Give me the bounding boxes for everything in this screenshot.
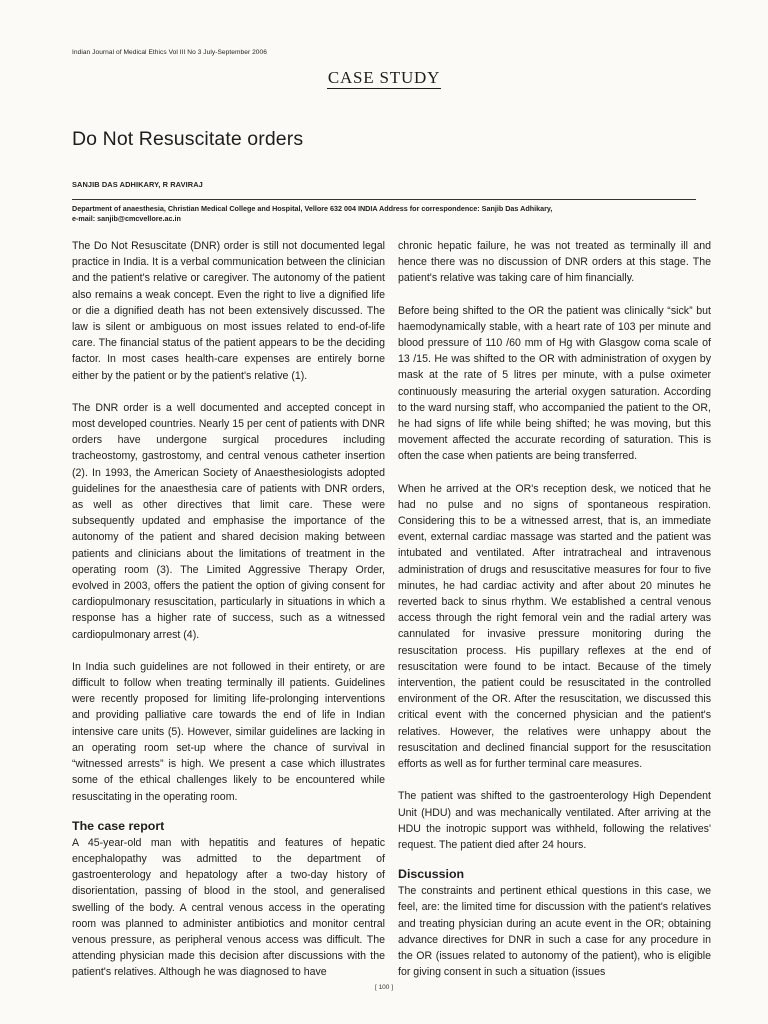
paragraph: The patient was shifted to the gastroenterology High Dependent Unit (HDU) and was mechanically ventilated. After arriving at the HDU the inotropic support was withheld, following the relatives' request. The patient died after 24 hours. [398,790,711,851]
right-column [398,238,711,996]
paragraph: The DNR order is a well documented and accepted concept in most developed countries. Nearly 15 per cent of patients with DNR orders have undergone surgical procedures including tracheostomy, gastrostomy, and central venous catheter insertion (2). In 1993, the American Society of Anaesthesiologists adopted guidelines for the anaesthesia care of patients with DNR orders, as well as other directives that limit care. These were subsequently updated and emphasise the importance of the autonomy of the patient and shared decision making between patients and clinicians about the limitations of treatment in the operating room (3). The Limited Aggressive Therapy Order, evolved in 2003, offers the patient the option of giving consent for cardiopulmonary resuscitation, particularly in situations in which a response has a higher rate of success, such as a witnessed cardiopulmonary arrest (4). [72,401,385,641]
paragraph: Before being shifted to the OR the patient was clinically “sick” but haemodynamically stable, with a heart rate of 103 per minute and blood pressure of 110 /60 mm of Hg with Glasgow coma scale of 13 /15. He was shifted to the OR with administration of oxygen by mask at the rate of 5 litres per minute, with a pulse oximeter continuously measuring the arterial oxygen saturation. According to the ward nursing staff, who accompanied the patient to the OR, he had signs of life while being shifted; he was moving, but this movement affected the accurate recording of saturation. This is often the case when patients are being transferred. [398,304,711,463]
page-number: [ 100 ] [374,984,394,991]
case-report-heading: The case report [72,818,165,833]
section-label-text: CASE STUDY [327,68,441,87]
affiliation-address: Department of anaesthesia, Christian Medical College and Hospital, Vellore 632 004 INDIA Address for correspondence: Sanjib Das Adhikary, [72,204,553,213]
affiliation-email: e-mail: sanjib@cmcvellore.ac.in [72,214,181,223]
discussion-heading: Discussion [398,867,465,882]
author-affiliation [72,199,696,224]
paragraph: A 45-year-old man with hepatitis and features of hepatic encephalopathy was admitted to the department of gastroenterology and hepatology after a two-day history of disorientation, passing of blood in the stool, and generalised swelling of the body. A central venous access in the operating room was planned to administer antibiotics and monitor central venous pressure, as peripheral venous access was difficult. The attending physician made this decision after discussions with the patient's relatives. Although he was diagnosed to have [72,836,385,979]
section-label [0,68,768,88]
article-title: Do Not Resuscitate orders [72,128,304,150]
paragraph: In India such guidelines are not followed in their entirety, or are difficult to follow when treating terminally ill patients. Guidelines were recently proposed for limiting life-prolonging interventions and providing palliative care towards the end of life in Indian intensive care units (5). However, similar guidelines are lacking in an operating room set-up where the chance of survival in “witnessed arrests” is high. We present a case which illustrates some of the ethical challenges likely to be encountered while resuscitating in the operating room. [72,660,385,803]
article-authors: SANJIB DAS ADHIKARY, R RAVIRAJ [72,180,203,189]
paragraph: The constraints and pertinent ethical questions in this case, we feel, are: the limited time for discussion with the patient's relatives and treating physician during an acute event in the OR; obtaining advance directives for DNR in such a case for any procedure in the OR (issues related to autonomy of the patient), who is eligible for giving consent in such a situation (issues [398,885,711,979]
paragraph: chronic hepatic failure, he was not treated as terminally ill and hence there was no discussion of DNR orders at this stage. The patient's relative was taking care of him financially. [398,240,711,285]
journal-citation: Indian Journal of Medical Ethics Vol III No 3 July-September 2006 [72,49,267,56]
paragraph: When he arrived at the OR's reception desk, we noticed that he had no pulse and no signs of spontaneous respiration. Considering this to be a witnessed arrest, that is, an immediate event, external cardiac massage was started and the patient was intubated and ventilated. After intratracheal and intravenous administration of drugs and resuscitative measures for four to five minutes, he had cardiac activity and after about 20 minutes he reverted back to sinus rhythm. We established a central venous access through the right femoral vein and the radial artery was cannulated for invasive pressure monitoring during the resuscitation process. His pupillary reflexes at the end of resuscitation were found to be intact. Because of the timely intervention, the patient could be resuscitated in the controlled environment of the OR. After the resuscitation, we discussed this critical event with the concerned physician and the patient's relatives. However, the relatives were unhappy about the resuscitation and declined financial support for the resuscitation efforts as well as for further terminal care measures. [398,482,711,771]
left-column [72,238,385,997]
paragraph: The Do Not Resuscitate (DNR) order is still not documented legal practice in India. It is a verbal communication between the clinician and the patient's relative or caregiver. The autonomy of the patient also remains a weak concept. Even the right to live a dignified life or die a dignified death has not been extensively discussed. The law is silent or ambiguous on most issues related to end-of-life care. The financial status of the patient appears to be the deciding factor. In most cases health-care expenses are entirely borne either by the patient or by the patient's relative (1). [72,240,385,382]
